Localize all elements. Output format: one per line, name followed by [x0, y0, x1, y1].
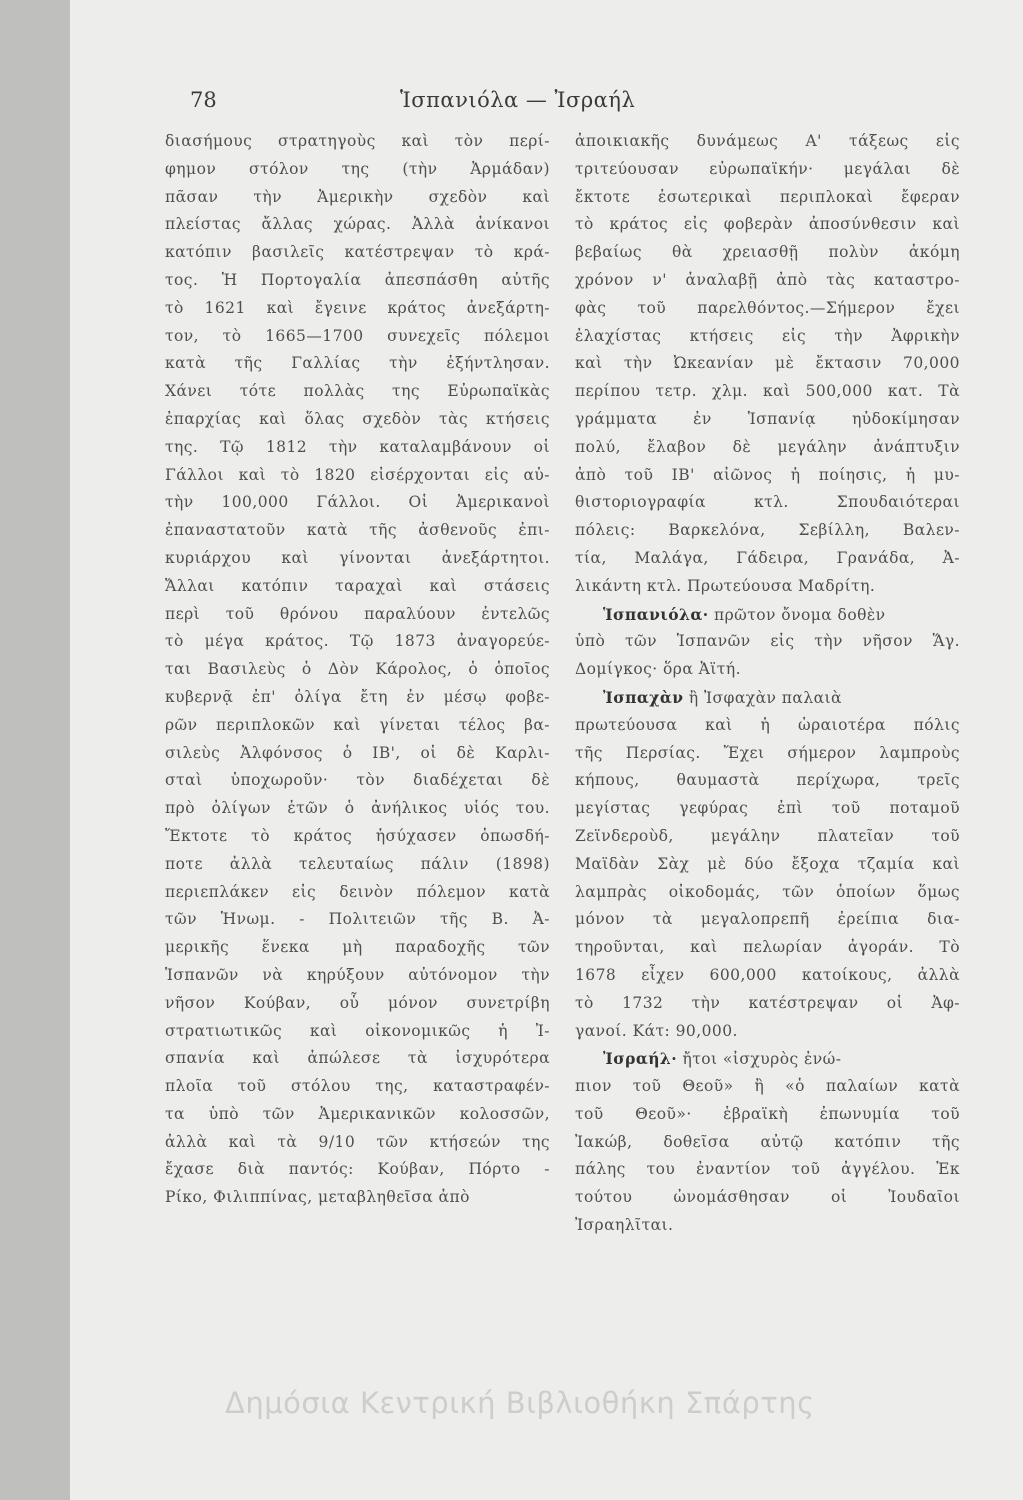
- text-line: μεγίστας γεφύρας ἐπὶ τοῦ ποταμοῦ: [575, 799, 960, 818]
- text-line: τὸ 1732 τὴν κατέστρεψαν οἱ Ἀφ-: [575, 993, 960, 1012]
- text-line: Δομίγκος· ὅρα Ἀϊτή.: [575, 660, 741, 679]
- text-line: λικάντη κτλ. Πρωτεύουσα Μαδρίτη.: [575, 576, 876, 595]
- text-line: νῆσον Κούβαν, οὗ μόνον συνετρίβη: [165, 993, 550, 1012]
- text-line: χρόνον ν' ἀναλαβῇ ἀπὸ τὰς καταστρο-: [575, 270, 960, 289]
- entry-headword: Ἱσπανιόλα·: [603, 604, 709, 624]
- text-line: βεβαίως θὰ χρειασθῇ πολὺν ἀκόμη: [575, 243, 960, 262]
- text-line: κατὰ τῆς Γαλλίας τὴν ἐξήντλησαν.: [165, 354, 550, 373]
- text-line: ται Βασιλεὺς ὁ Δὸν Κάρολος, ὁ ὁποῖος: [165, 660, 550, 679]
- text-line: πᾶσαν τὴν Ἀμερικὴν σχεδὸν καὶ: [165, 187, 550, 206]
- text-line: περὶ τοῦ θρόνου παραλύουν ἐντελῶς: [165, 604, 550, 623]
- text-line: Ζεϊνδεροὺδ, μεγάλην πλατεῖαν τοῦ: [575, 826, 960, 845]
- text-line: στρατιωτικῶς καὶ οἰκονομικῶς ἡ Ἰ-: [165, 1021, 550, 1040]
- text-line: τούτου ὠνομάσθησαν οἱ Ἰουδαῖοι: [575, 1188, 960, 1207]
- text-line: μερικῆς ἕνεκα μὴ παραδοχῆς τῶν: [165, 938, 550, 957]
- text-line: Ἰακώβ, δοθεῖσα αὐτῷ κατόπιν τῆς: [575, 1132, 960, 1151]
- library-watermark: Δημόσια Κεντρική Βιβλιοθήκη Σπάρτης: [225, 1386, 815, 1420]
- text-line: σιλεὺς Ἀλφόνσος ὁ ΙΒ', οἱ δὲ Καρλι-: [165, 743, 550, 762]
- text-line: ρῶν περιπλοκῶν καὶ γίνεται τέλος βα-: [165, 715, 550, 734]
- text-line: τοῦ Θεοῦ»· ἑβραϊκὴ ἐπωνυμία τοῦ: [575, 1104, 960, 1123]
- text-line: ἐπαναστατοῦν κατὰ τῆς ἀσθενοῦς ἐπι-: [165, 521, 550, 540]
- text-line: πιον τοῦ Θεοῦ» ἢ «ὁ παλαίων κατὰ: [575, 1077, 960, 1096]
- text-line: σπανία καὶ ἀπώλεσε τὰ ἰσχυρότερα: [165, 1049, 550, 1068]
- entry-headword: Ἰσπαχὰν: [603, 687, 684, 707]
- text-line: κυβερνᾷ ἐπ' ὀλίγα ἔτη ἐν μέσῳ φοβε-: [165, 687, 550, 706]
- left-text-column: [165, 128, 550, 1212]
- text-line: πλείστας ἄλλας χώρας. Ἀλλὰ ἀνίκανοι: [165, 215, 550, 234]
- text-line: Γάλλοι καὶ τὸ 1820 εἰσέρχονται εἰς αὐ-: [165, 465, 550, 484]
- text-line: ἀλλὰ καὶ τὰ 9/10 τῶν κτήσεών της: [165, 1132, 550, 1151]
- text-line: τὸ μέγα κράτος. Τῷ 1873 ἀναγορεύε-: [165, 632, 550, 651]
- text-line: τηροῦνται, καὶ πελωρίαν ἀγοράν. Τὸ: [575, 938, 960, 957]
- text-line: τα ὑπὸ τῶν Ἀμερικανικῶν κολοσσῶν,: [165, 1104, 550, 1123]
- text-line: ποτε ἀλλὰ τελευταίως πάλιν (1898): [165, 854, 550, 873]
- text-line: πάλης του ἐναντίον τοῦ ἀγγέλου. Ἐκ: [575, 1160, 960, 1179]
- entry-line: [575, 601, 960, 629]
- text-line: τον, τὸ 1665—1700 συνεχεῖς πόλεμοι: [165, 326, 550, 345]
- text-line: ἐλαχίστας κτήσεις εἰς τὴν Ἀφρικὴν: [575, 326, 960, 345]
- entry-headword: Ἰσραήλ·: [603, 1049, 678, 1069]
- text-line: πρὸ ὀλίγων ἐτῶν ὁ ἀνήλικος υἱός του.: [165, 799, 550, 818]
- text-line: καὶ τὴν Ὠκεανίαν μὲ ἔκτασιν 70,000: [575, 354, 960, 373]
- text-line: τος. Ἡ Πορτογαλία ἀπεσπάσθη αὐτῆς: [165, 270, 550, 289]
- text-line: γράμματα ἐν Ἱσπανίᾳ ηὐδοκίμησαν: [575, 409, 960, 428]
- text-line: Ἰσραηλῖται.: [575, 1216, 674, 1235]
- right-text-column: [575, 128, 960, 1240]
- text-line: τὴν 100,000 Γάλλοι. Οἱ Ἀμερικανοὶ: [165, 493, 550, 512]
- text-line: θιστοριογραφία κτλ. Σπουδαιότεραι: [575, 493, 960, 512]
- text-line: Χάνει τότε πολλὰς της Εὐρωπαϊκὰς: [165, 382, 550, 401]
- text-line: ὑπὸ τῶν Ἱσπανῶν εἰς τὴν νῆσον Ἅγ.: [575, 632, 960, 651]
- text-line: τριτεύουσαν εὐρωπαϊκήν· μεγάλαι δὲ: [575, 159, 960, 178]
- entry-text: ἢ Ἰσφαχὰν παλαιὰ: [683, 688, 842, 707]
- page-number: 78: [190, 88, 217, 112]
- text-line: τῆς Περσίας. Ἔχει σήμερον λαμπροὺς: [575, 743, 960, 762]
- text-line: Ἔκτοτε τὸ κράτος ἡσύχασεν ὁπωσδή-: [165, 826, 550, 845]
- text-line: Ἱσπανῶν νὰ κηρύξουν αὐτόνομον τὴν: [165, 965, 550, 984]
- text-line: μόνον τὰ μεγαλοπρεπῆ ἐρείπια δια-: [575, 910, 960, 929]
- text-line: κυριάρχου καὶ γίνονται ἀνεξάρτητοι.: [165, 548, 550, 567]
- text-line: διασήμους στρατηγοὺς καὶ τὸν περί-: [165, 132, 550, 150]
- book-page: [70, 0, 1023, 1500]
- text-line: τὸ κράτος εἰς φοβερὰν ἀποσύνθεσιν καὶ: [575, 215, 960, 234]
- text-line: γανοί. Κάτ: 90,000.: [575, 1021, 738, 1040]
- text-line: φημον στόλον της (τὴν Ἀρμάδαν): [165, 159, 550, 178]
- text-line: Ρίκο, Φιλιππίνας, μεταβληθεῖσα ἀπὸ: [165, 1188, 470, 1207]
- text-line: Ἄλλαι κατόπιν ταραχαὶ καὶ στάσεις: [165, 576, 550, 595]
- text-line: τῶν Ἡνωμ. - Πολιτειῶν τῆς Β. Ἀ-: [165, 910, 550, 929]
- text-line: ἔκτοτε ἐσωτερικαὶ περιπλοκαὶ ἔφεραν: [575, 187, 960, 206]
- text-line: τία, Μαλάγα, Γάδειρα, Γρανάδα, Ἀ-: [575, 548, 960, 567]
- text-line: πλοῖα τοῦ στόλου της, καταστραφέν-: [165, 1077, 550, 1096]
- text-line: 1678 εἶχεν 600,000 κατοίκους, ἀλλὰ: [575, 965, 960, 984]
- text-line: ἔχασε διὰ παντός: Κούβαν, Πόρτο -: [165, 1160, 550, 1179]
- text-line: τὸ 1621 καὶ ἔγεινε κράτος ἀνεξάρτη-: [165, 298, 550, 317]
- text-line: σταὶ ὑποχωροῦν· τὸν διαδέχεται δὲ: [165, 771, 550, 790]
- text-line: φὰς τοῦ παρελθόντος.—Σήμερον ἔχει: [575, 298, 960, 317]
- text-line: Μαϊδὰν Σὰχ μὲ δύο ἔξοχα τζαμία καὶ: [575, 854, 960, 873]
- text-line: λαμπρὰς οἰκοδομάς, τῶν ὁποίων ὅμως: [575, 882, 960, 901]
- text-line: ἀποικιακῆς δυνάμεως Α' τάξεως εἰς: [575, 132, 960, 150]
- entry-text: πρῶτον ὄνομα δοθὲν: [708, 605, 886, 624]
- entry-line: [575, 1045, 960, 1073]
- text-line: ἐπαρχίας καὶ ὅλας σχεδὸν τὰς κτήσεις: [165, 409, 550, 428]
- running-head: Ἱσπανιόλα — Ἰσραήλ: [400, 88, 636, 112]
- text-line: της. Τῷ 1812 τὴν καταλαμβάνουν οἱ: [165, 437, 550, 456]
- text-line: ἀπὸ τοῦ ΙΒ' αἰῶνος ἡ ποίησις, ἡ μυ-: [575, 465, 960, 484]
- entry-line: [575, 684, 960, 712]
- entry-text: ἤτοι «ἰσχυρὸς ἐνώ-: [677, 1050, 842, 1069]
- text-line: περιεπλάκεν εἰς δεινὸν πόλεμον κατὰ: [165, 882, 550, 901]
- text-line: πρωτεύουσα καὶ ἡ ὡραιοτέρα πόλις: [575, 715, 960, 734]
- text-line: πολύ, ἔλαβον δὲ μεγάλην ἀνάπτυξιν: [575, 437, 960, 456]
- text-line: κήπους, θαυμαστὰ περίχωρα, τρεῖς: [575, 771, 960, 790]
- text-line: κατόπιν βασιλεῖς κατέστρεψαν τὸ κρά-: [165, 243, 550, 262]
- text-line: περίπου τετρ. χλμ. καὶ 500,000 κατ. Τὰ: [575, 382, 960, 401]
- text-line: πόλεις: Βαρκελόνα, Σεβίλλη, Βαλεν-: [575, 521, 960, 540]
